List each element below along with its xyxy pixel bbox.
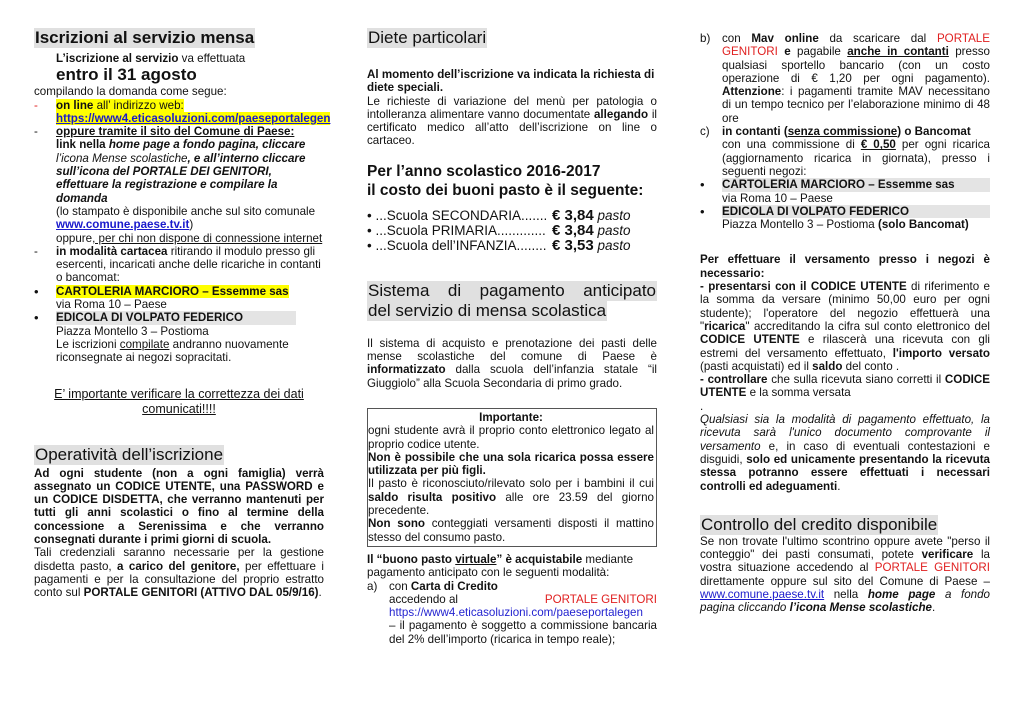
portal-url-link[interactable]: https://www4.eticasoluzioni.com/paeseportalegen [389, 606, 643, 620]
shop-instructions: Per effettuare il versamento presso i negozi è necessario: [700, 253, 990, 280]
price-row: • ...Scuola SECONDARIA....... € 3,84 pasto [367, 206, 631, 224]
diet-intro: Al momento dell’iscrizione va indicata la richiesta di diete speciali. [367, 68, 655, 95]
list-item-online: - on line all’ indirizzo web: https://www4.eticasoluzioni.com/paeseportalegen [34, 98, 331, 125]
section-title-diete: Diete particolari [368, 28, 487, 47]
payment-option-b: b) con Mav online da scaricare dal PORTALE GENITORI e pagabile anche in contanti presso qualsiasi sportello bancario (con un costo operazione di € 1,20 per ogni pagamento). Attenzione: i pagamenti tramite MAV necessitano di un tempo tecnico per l’elaborazione minimo di 48 ore [700, 32, 991, 125]
comune-site-link[interactable]: www.comune.paese.tv.it [700, 587, 825, 601]
intro-text: L’iscrizione al servizio [56, 52, 179, 65]
section-title-sistema: Sistema di pagamento anticipato [368, 280, 656, 300]
payment-option-a: a) con Carta di Credito accedendo al PORTALE GENITORI https://www4.eticasoluzioni.com/paeseportalegen – il pagamento è soggetto a commissione bancaria del 2% dell’importo (ricarica in tempo reale); [367, 579, 657, 646]
shop-item-1: • CARTOLERIA MARCIORO – Essemme sas via Roma 10 – Paese [700, 178, 990, 205]
section-title-controllo: Controllo del credito disponibile [701, 514, 938, 534]
section-title-sistema-2: del servizio di mensa scolastica [368, 300, 607, 320]
year-heading-2: il costo dei buoni pasto è il seguente: [367, 181, 644, 199]
intro-text-2: compilando la domanda come segue: [34, 85, 227, 99]
year-heading-1: Per l’anno scolastico 2016-2017 [367, 162, 601, 180]
shop-item-2: • EDICOLA DI VOLPATO FEDERICO Piazza Montello 3 – Postioma (solo Bancomat) [700, 205, 990, 232]
list-item-site: - oppure tramite il sito del Comune di Paese: link nella home page a fondo pagina, cliccare l’icona Mense scolastiche, e all’interno cliccare sull’icona del PORTALE DEI GENITORI, effettuare la registrazione e compilare la domanda (lo stampato è disponibile anche sul sito comunale www.comune.paese.tv.it) oppure, per chi non dispone di connessione internet [34, 125, 323, 245]
online-url-link[interactable]: https://www4.eticasoluzioni.com/paeseportalegen [56, 111, 331, 125]
section-title-operativita: Operatività dell’iscrizione [35, 444, 224, 464]
list-item-paper: - in modalità cartacea ritirando il modulo presso gli esercenti, incaricati anche delle ricariche in contanti o bancomat: [34, 244, 321, 285]
column-middle: Diete particolari Al momento dell’iscrizione va indicata la richiesta di diete speciali. Le richieste di variazione del menù per patologia o intolleranza alimentare vanno documentate allegando il certificato medico all’atto dell’iscrizione on line o cartaceo. Per l’anno scolastico 2016-2017 il costo dei buoni pasto è il seguente: • ...Scuola SECONDARIA....... € 3,84 pasto • ...Scuola PRIMARIA............. € 3,84 pasto • ...Scuola dell’INFANZIA........ € 3,53 pasto Sistema di pagamento anticipato del servizio di mensa scolastica Il sistema di acquisto e prenotazione dei pasti delle mense scolastiche del comune di Paese è informatizzato dalla scuola dell’infanzia statale “il Giuggiolo” alla Scuola Secondaria di primo grado. Importante: ogni studente avrà il proprio conto elettronico legato al proprio codice utente. Non è possibile che una sola ricarica possa essere utilizzata per più figli. Il pasto è riconosciuto/rilevato solo per i bambini il cui saldo risulta positivo alle ore 23.59 del giorno precedente. Non sono conteggiati versamenti disposti il mattino stesso del consumo pasto. Il “buono pasto virtuale” è acquistabile mediante pagamento anticipato con le seguenti modalità: a) con Carta di Credito accedendo al PORTALE GENITORI https://www4.eticasoluzioni.com/paeseportalegen – il pagamento è soggetto a commissione bancaria del 2% dell’importo (ricarica in tempo reale); [367, 28, 657, 646]
price-row: • ...Scuola PRIMARIA............. € 3,84 pasto [367, 221, 631, 239]
section-title-iscrizioni: Iscrizioni al servizio mensa [35, 28, 255, 47]
important-box: Importante: ogni studente avrà il proprio conto elettronico legato al proprio codice utente. Non è possibile che una sola ricarica possa essere utilizzata per più figli. Il pasto è riconosciuto/rilevato solo per i bambini il cui saldo risulta positivo alle ore 23.59 del giorno precedente. Non sono conteggiati versamenti disposti il mattino stesso del consumo pasto. [367, 408, 657, 547]
price-list [367, 208, 657, 253]
important-note: E’ importante verificare la correttezza dei dati comunicati!!!! [54, 386, 304, 416]
column-left: Iscrizioni al servizio mensa L’iscrizione al servizio va effettuata entro il 31 agosto compilando la domanda come segue: - on line all’ indirizzo web: https://www4.eticasoluzioni.com/paeseportalegen - oppure tramite il sito del Comune di Paese: link nella home page a fondo pagina, cliccare l’icona Mense scolastiche, e all’interno cliccare sull’icona del PORTALE DEI GENITORI, effettuare la registrazione e compilare la domanda (lo stampato è disponibile anche sul sito comunale www.comune.paese.tv.it) oppure, per chi non dispone di connessione internet - in modalità cartacea ritirando il modulo presso gli esercenti, incaricati anche delle ricariche in contanti o bancomat: • CARTOLERIA MARCIORO – Essemme sas via Roma 10 – Paese • EDICOLA DI VOLPATO FEDERICO Piazza Montello 3 – Postioma Le iscrizioni compilate andranno nuovamente riconsegnate ai negozi sopracitati. E’ importante verificare la correttezza dei dati comunicati!!!! Operatività dell’iscrizione Ad ogni studente (non a ogni famiglia) verrà assegnato un CODICE UTENTE, una PASSWORD e un CODICE DISDETTA, che verranno mantenuti per tutti gli anni scolastici o fino al termine della concessione a Serenissima e che verranno consegnati durante i primi giorni di scuola. Tali credenziali saranno necessarie per la gestione disdetta pasto, a carico del genitore, per effettuare i pagamenti e per la consultazione del proprio estratto conto sul PORTALE GENITORI (ATTIVO DAL 05/9/16). [34, 28, 331, 600]
shop-item-1: • CARTOLERIA MARCIORO – Essemme sas via Roma 10 – Paese [34, 283, 289, 312]
deadline: entro il 31 agosto [56, 65, 197, 85]
price-row: • ...Scuola dell’INFANZIA........ € 3,53 pasto [367, 236, 631, 254]
payment-option-c: c) in contanti (senza commissione) o Bancomat con una commissione di € 0,50 per ogni ricarica (aggiornamento ricarica in giornata), presso i seguenti negozi: [700, 125, 991, 178]
shop-item-2: • EDICOLA DI VOLPATO FEDERICO Piazza Montello 3 – Postioma [34, 311, 324, 338]
column-right: b) con Mav online da scaricare dal PORTALE GENITORI e pagabile anche in contanti presso qualsiasi sportello bancario (con un costo operazione di € 1,20 per ogni pagamento). Attenzione: i pagamenti tramite MAV necessitano di un tempo tecnico per l’elaborazione minimo di 48 ore c) in contanti (senza commissione) o Bancomat con una commissione di € 0,50 per ogni ricarica (aggiornamento ricarica in giornata), presso i seguenti negozi: • CARTOLERIA MARCIORO – Essemme sas via Roma 10 – Paese • EDICOLA DI VOLPATO FEDERICO Piazza Montello 3 – Postioma (solo Bancomat) Per effettuare il versamento presso i negozi è necessario: - presentarsi con il CODICE UTENTE di riferimento e la somma da versare (minimo 50,00 euro per ogni studente); l'operatore del negozio effettuerà una "ricarica" accreditando la cifra sul conto elettronico del CODICE UTENTE e rilascerà una ricevuta con gli estremi del versamento effettuato, l'importo versato (pasti acquistati) ed il saldo del conto . - controllare che sulla ricevuta siano corretti il CODICE UTENTE e la somma versata . Qualsiasi sia la modalità di pagamento effettuato, la ricevuta sarà l'unico documento comprovante il versamento e, in caso di eventuali contestazioni e disguidi, solo ed unicamente presentando la ricevuta stessa potranno essere effettuati i necessari controlli ed adeguamenti. Controllo del credito disponibile Se non trovate l'ultimo scontrino oppure avete "perso il conteggio" dei pasti consumati, potete verificare la vostra situazione accedendo al PORTALE GENITORI direttamente oppure sul sito del Comune di Paese – www.comune.paese.tv.it nella home page a fondo pagina cliccando l’icona Mense scolastiche. [700, 32, 991, 615]
comune-site-link[interactable]: www.comune.paese.tv.it [56, 218, 190, 232]
